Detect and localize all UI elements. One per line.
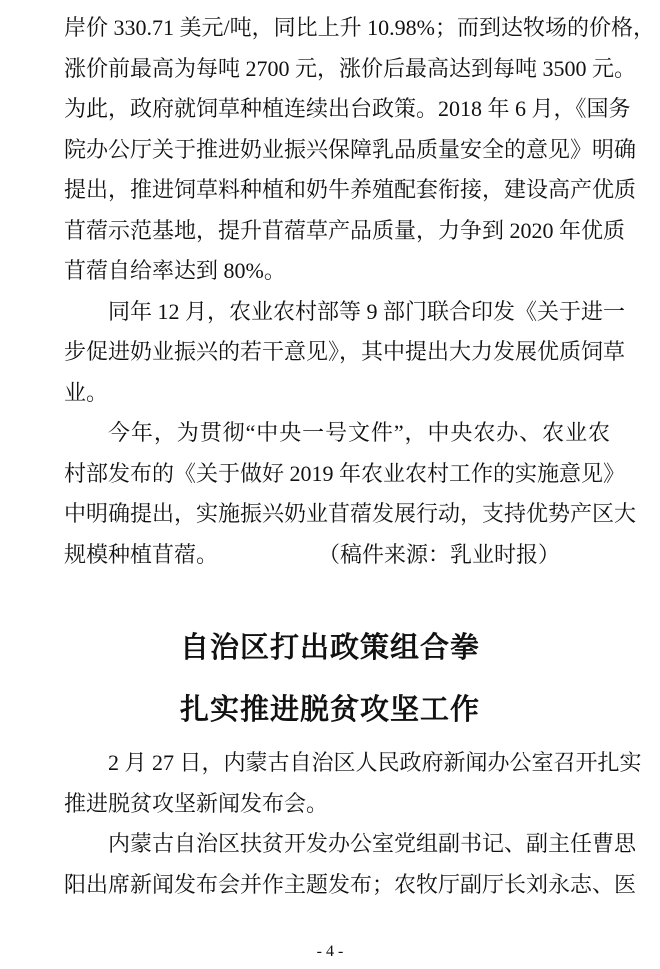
paragraph-line — [64, 499, 637, 529]
page-number: - 4 - — [316, 943, 344, 960]
line-text: 阳出席新闻发布会并作主题发布；农牧厅副厅长刘永志、医 — [64, 871, 637, 897]
line-text: 岸价 330.71 美元/吨，同比上升 10.98%；而到达牧场的价格， — [64, 15, 655, 40]
line-text: 内蒙古自治区扶贫开发办公室党组副书记、副主任曹思 — [108, 831, 637, 856]
line-text: 业。 — [64, 379, 109, 405]
paragraph-line — [64, 54, 637, 84]
line-text: 2 月 27 日，内蒙古自治区人民政府新闻办公室召开扎实 — [108, 750, 642, 775]
paragraph-line — [64, 540, 610, 570]
line-text: 步促进奶业振兴的若干意见》，其中提出大力发展优质饲草 — [64, 339, 626, 364]
line-text: 苜蓿自给率达到 80%。 — [64, 258, 286, 283]
line-text: 推进脱贫攻坚新闻发布会。 — [64, 790, 329, 816]
line-text: 为此，政府就饲草种植连续出台政策。2018 年 6 月，《国务 — [64, 96, 631, 121]
paragraph-line — [108, 748, 642, 778]
paragraph-line — [64, 256, 610, 286]
line-text: 规模种植苜蓿。 — [64, 541, 219, 567]
paragraph-line — [64, 378, 610, 408]
line-text: 中明确提出，实施振兴奶业苜蓿发展行动，支持优势产区大 — [64, 501, 637, 526]
line-text: 苜蓿示范基地，提升苜蓿草产品质量，力争到 2020 年优质 — [64, 217, 626, 243]
line-text: 村部发布的《关于做好 2019 年农业农村工作的实施意见》 — [64, 460, 626, 486]
line-text: 提出，推进饲草料种植和奶牛养殖配套衔接，建设高产优质 — [64, 177, 637, 202]
paragraph-line — [108, 829, 637, 859]
line-text: 院办公厅关于推进奶业振兴保障乳品质量安全的意见》明确 — [64, 136, 637, 162]
paragraph-line — [64, 94, 631, 124]
paragraph-line — [64, 216, 626, 246]
source-note: （稿件来源：乳业时报） — [317, 541, 560, 567]
paragraph-line — [64, 789, 610, 819]
paragraph-line — [64, 13, 655, 43]
line-text: 涨价前最高为每吨 2700 元，涨价后最高达到每吨 3500 元。 — [64, 55, 637, 81]
paragraph-line — [108, 297, 626, 327]
line-text: 今年，为贯彻“中央一号文件”，中央农办、农业农 — [108, 420, 610, 445]
article-title-line-1: 自治区打出政策组合拳 — [179, 632, 480, 664]
line-text: 同年 12 月，农业农村部等 9 部门联合印发《关于进一 — [108, 298, 626, 324]
paragraph-line — [64, 175, 637, 205]
paragraph-line — [108, 418, 610, 448]
paragraph-line — [64, 135, 637, 165]
paragraph-line — [64, 337, 626, 367]
paragraph-line — [64, 459, 626, 489]
paragraph-line — [64, 870, 637, 900]
article-title-line-2: 扎实推进脱贫攻坚工作 — [179, 694, 480, 726]
